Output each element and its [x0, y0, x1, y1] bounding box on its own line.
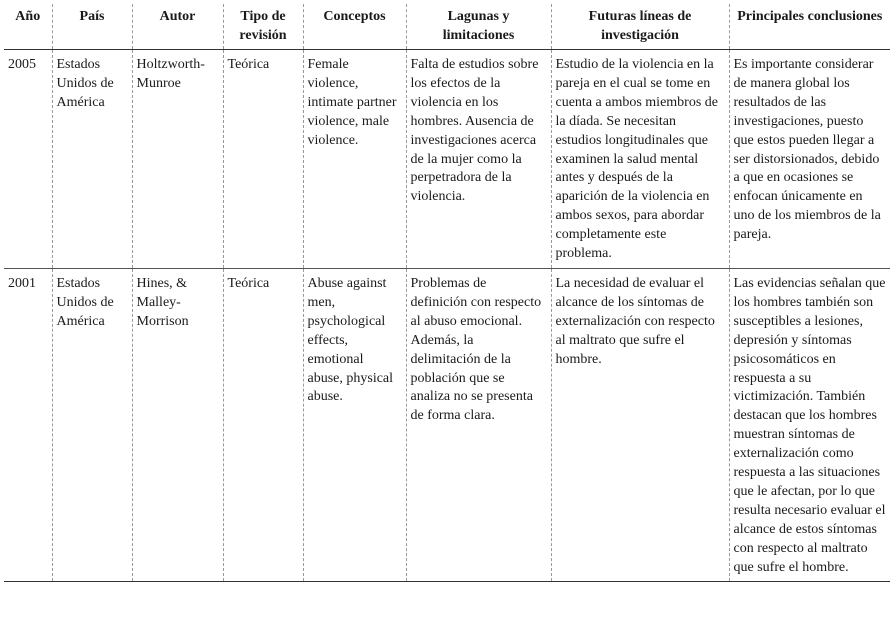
table-row	[4, 50, 890, 269]
cell-review-type: Teórica	[223, 268, 303, 582]
cell-country: Estados Unidos de América	[52, 268, 132, 582]
cell-main-conclusions: Las evidencias señalan que los hombres también son susceptibles a lesiones, depresión y síntomas psicosomáticos en respuesta a su victimización. También destacan que los hombres muestran síntomas de externalización como respuesta a las situaciones que le afectan, por lo que resulta necesario evaluar el alcance de estos síntomas con respecto al maltrato que sufre el hombre.	[729, 268, 890, 582]
cell-future-lines: La necesidad de evaluar el alcance de los síntomas de externalización con respecto al maltrato que sufre el hombre.	[551, 268, 729, 582]
header-main-conclusions: Principales conclusiones	[729, 4, 890, 50]
cell-future-lines: Estudio de la violencia en la pareja en el cual se tome en cuenta a ambos miembros de la díada. Se necesitan estudios longitudinales que examinen la salud mental antes y después de la aparición de la violencia en ambos sexos, para abordar completamente este problema.	[551, 50, 729, 269]
header-concepts: Conceptos	[303, 4, 406, 50]
header-year: Año	[4, 4, 52, 50]
cell-year: 2001	[4, 268, 52, 582]
cell-author: Holtzworth-Munroe	[132, 50, 223, 269]
header-gaps-limitations: Lagunas y limitaciones	[406, 4, 551, 50]
cell-country: Estados Unidos de América	[52, 50, 132, 269]
cell-review-type: Teórica	[223, 50, 303, 269]
table-header-row	[4, 4, 890, 50]
literature-review-table	[4, 4, 890, 582]
header-future-lines: Futuras líneas de investigación	[551, 4, 729, 50]
header-country: País	[52, 4, 132, 50]
cell-year: 2005	[4, 50, 52, 269]
cell-main-conclusions: Es importante considerar de manera global los resultados de las investigaciones, puesto que estos pueden llegar a ser distorsionados, debido a que en ocasiones se enfocan únicamente en uno de los miembros de la pareja.	[729, 50, 890, 269]
header-author: Autor	[132, 4, 223, 50]
cell-gaps-limitations: Falta de estudios sobre los efectos de la violencia en los hombres. Ausencia de investigaciones acerca de la mujer como la perpetradora de la violencia.	[406, 50, 551, 269]
cell-gaps-limitations: Problemas de definición con respecto al abuso emocional. Además, la delimitación de la población que se analiza no se presenta de forma clara.	[406, 268, 551, 582]
cell-author: Hines, & Malley-Morrison	[132, 268, 223, 582]
cell-concepts: Female violence, intimate partner violence, male violence.	[303, 50, 406, 269]
table-row	[4, 268, 890, 582]
cell-concepts: Abuse against men, psychological effects, emotional abuse, physical abuse.	[303, 268, 406, 582]
header-review-type: Tipo de revisión	[223, 4, 303, 50]
